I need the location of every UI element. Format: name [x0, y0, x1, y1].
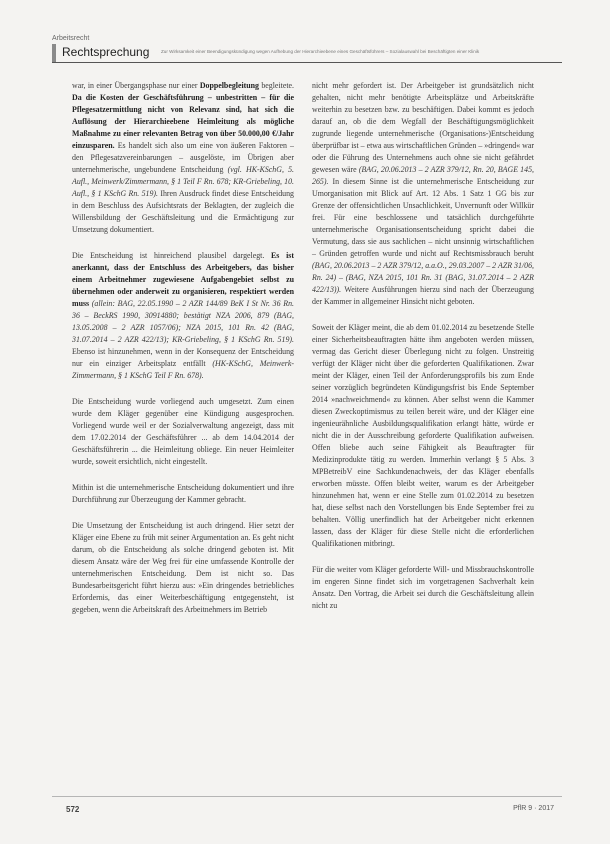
bold-text-run: Da die Kosten der Geschäftsführung – unbestritten – für die Pflegesatzermittlung nicht von Relevanz sind, hat sich die Auflösung der Hierarchieebene Heimleitung als mögliche Maßnahme zu einer relevanten Betrag von über 50.000,00 €/Jahr einzusparen.	[72, 93, 294, 150]
paragraph	[312, 564, 534, 612]
text-run: war, in einer Übergangsphase nur einer	[72, 81, 200, 90]
citation-text: (vgl. HK-KSchG, 5. Aufl., Meinwerk/Zimmermann, § 1 Teil F Rn. 678; KR-Griebeling, 10. Aufl., § 1 KSchG Rn. 519).	[72, 165, 295, 198]
citation-text: (BAG, 20.06.2013 – 2 AZR 379/12, a.a.O., 29.03.2007 – 2 AZR 31/06, Rn. 24) – (BAG, NZA 2015, 101 Rn. 31 (BAG, 31.07.2014 – 2 AZR 422/13)).	[312, 261, 534, 294]
paragraph	[72, 396, 294, 468]
paragraph	[72, 482, 294, 506]
section-label: Arbeitsrecht	[52, 35, 90, 42]
page-title: Rechtsprechung	[62, 45, 150, 59]
citation-text: (allein: BAG, 22.05.1990 – 2 AZR 144/89 BeK I St Nr. 36 Rn. 36 – BeckRS 1990, 30914880; bestätigt NZA 2006, 879 (BAG, 13.05.2008 – 2 AZR 1057/06); NZA 2015, 101 Rn. 42 (BAG, 31.07.2014 – 2 AZR 422/13); KR-Griebeling, § 1 KSchG Rn. 519).	[72, 299, 294, 344]
page-header	[52, 44, 562, 62]
text-run: In diesem Sinne ist die unternehmerische Entscheidung zur Umorganisation mit Blick auf Art. 12 Abs. 1 Satz 1 GG bis zur Grenze der offensichtlichen Unsachlichkeit, Unvernunft oder Willkür frei. Für eine beschlossene und tatsächlich durchgeführte unternehmerische Organisationsentscheidung spricht dabei die Vermutung, dass sie aus sachlichen – nicht unsinnig wirtschaftlichen – Gründen getroffen wurde und nicht auf Rechtsmissbrauch beruht	[312, 177, 534, 258]
right-column	[312, 80, 534, 626]
page-subtitle: Zur Wirksamkeit einer Beendigungskündigung wegen Aufhebung der Hierarchieebene eines Geschäftsführers – Sozialauswahl bei Beschäftigten einer Klinik	[161, 49, 480, 54]
paragraph	[312, 322, 534, 550]
text-run: Mithin ist die unternehmerische Entscheidung dokumentiert und ihre Durchführung zur Überzeugung der Kammer gebracht.	[72, 483, 294, 504]
paragraph	[312, 80, 534, 308]
paragraph	[72, 250, 294, 382]
text-run: Die Umsetzung der Entscheidung ist auch dringend. Hier setzt der Kläger eine Ebene zu früh mit seiner Argumentation an. Es geht nicht darum, ob die Entscheidung als solche dringend geboten ist. Mit diesem Ansatz wäre der Weg frei für eine umfassende Kontrolle der unternehmerischen Entscheidung. Dem ist nicht so. Das Bundesarbeitsgericht führt hierzu aus: »Ein dringendes betriebliches Erfordernis, das einer Weiterbeschäftigung entgegensteht, ist gegeben, wenn die Arbeitskraft des Arbeitnehmers im Betrieb	[72, 521, 294, 614]
text-run: Die Entscheidung wurde vorliegend auch umgesetzt. Zum einen wurde dem Kläger gegenüber eine Kündigung ausgesprochen. Vorliegend wurde weil er der Sozialverwaltung angezeigt, dass mit dem 17.02.2014 der Geschäftsführer ... ab dem 14.04.2014 der Geschäftsführerin ... die Heimleitung obliege. Ein neuer Heimleiter wurde, soweit ersichtlich, nicht eingestellt.	[72, 397, 294, 466]
issue-label: PflR 9 · 2017	[513, 805, 554, 812]
page-footer	[52, 796, 562, 821]
paragraph	[72, 80, 294, 236]
citation-text: (HK-KSchG, Meinwerk-Zimmermann, § 1 KSchG Teil F Rn. 678).	[72, 359, 294, 380]
text-run: Für die weiter vom Kläger geforderte Will- und Missbrauchskontrolle im engeren Sinne findet sich im vorgetragenen Sachverhalt kein Ansatz. Den Vortrag, die Arbeit sei durch die Geschäftsleitung allein nicht zu	[312, 565, 534, 610]
header-rule	[52, 62, 562, 63]
text-run: nicht mehr gefordert ist. Der Arbeitgeber ist grundsätzlich nicht gehalten, nicht mehr benötigte Arbeitsplätze und Arbeitskräfte weiterhin zu besetzen bzw. zu beschäftigen. Dabei kommt es jedoch darauf an, ob die dem Wegfall der Beschäftigungsmöglichkeit zugrunde liegende unternehmerische (Organisations-)Entscheidung überprüfbar ist – etwa aus wirtschaftlichen Gründen – »dringend« war oder die Führung des Unternehmens auch ohne sie nicht gefährdet gewesen wäre	[312, 81, 534, 174]
bold-text-run: Es ist anerkannt, dass der Entschluss des Arbeitgebers, das bisher einem Arbeitnehmer zugewiesene Aufgabengebiet selbst zu übernehmen oder anderweit zu organisieren, respektiert werden muss	[72, 251, 294, 308]
paragraph	[72, 520, 294, 616]
left-column	[72, 80, 294, 630]
text-run: Die Entscheidung ist hinreichend plausibel dargelegt.	[72, 251, 272, 260]
text-run: Ihren Ausdruck findet diese Entscheidung in dem Beschluss des Aufsichtsrats der Beklagten, der zugleich die Willensbildung der Geschäftsleitung und die Ermächtigung zur Umsetzung dokumentiert.	[72, 189, 294, 234]
text-run: Es handelt sich also um eine von äußeren Faktoren – den Pflegesatzvereinbarungen – ausgelöste, im Übrigen aber unternehmerische, ungebundene Entscheidung	[72, 141, 294, 174]
text-run: Soweit der Kläger meint, die ab dem 01.02.2014 zu besetzende Stelle einer Sicherheitsbeauftragten hätte ihm angeboten werden müssen, vermag das Gericht dieser Überlegung nicht zu folgen. Unstreitig verfügt der Kläger nicht über die geforderten Qualifikationen. Zwar meint der Kläger, einen Teil der Anforderungsprofils bis zum Ende seiner vorzüglich begründeten Kündigungsfrist bis Ende September 2014 »nachweichmend« zu können. Aber selbst wenn die Kammer diesen Zweckoptimismus zu teilen bereit wäre, und der Kläger eine ingenieurähnliche Ausbildungsqualifikation erlangt hätte, würde er nicht die in der Ausschreibung geforderte Qualifikation aufweisen. Offen bliebe auch seine Fähigkeit als Beauftragter für Medizinprodukte tätig zu werden. Immerhin verlangt § 5 Abs. 3 MPBetreibV eine Sachkundenachweis, der das Kläger ebenfalls erworben müsste. Offen bleibt weiter, warum es der Arbeitgeber hinzunehmen hat, wenn er eine Stelle zum 01.02.2014 zu besetzen hat, diese selbst nach den Vorstellungen bis Ende September frei zu behalten. Völlig unerfindlich hat der Arbeitgeber nicht erkennen lassen, dass der Kläger für diese Stelle nicht die erforderlichen Qualifikationen mitbringt.	[312, 323, 534, 548]
text-run: Ebenso ist hinzunehmen, wenn in der Konsequenz der Entscheidung nur ein einziger Arbeitsplatz entfällt	[72, 347, 294, 368]
bold-text-run: Doppelbegleitung	[199, 81, 259, 90]
page-number: 572	[66, 805, 80, 814]
text-run: Weitere Ausführungen hierzu sind nach der Überzeugung der Kammer in allgemeiner Hinsicht nicht geboten.	[312, 285, 534, 306]
header-accent-bar	[52, 44, 56, 62]
text-run: begleitete.	[259, 81, 294, 90]
citation-text: (BAG, 20.06.2013 – 2 AZR 379/12, Rn. 20, BAGE 145, 265).	[312, 165, 534, 186]
